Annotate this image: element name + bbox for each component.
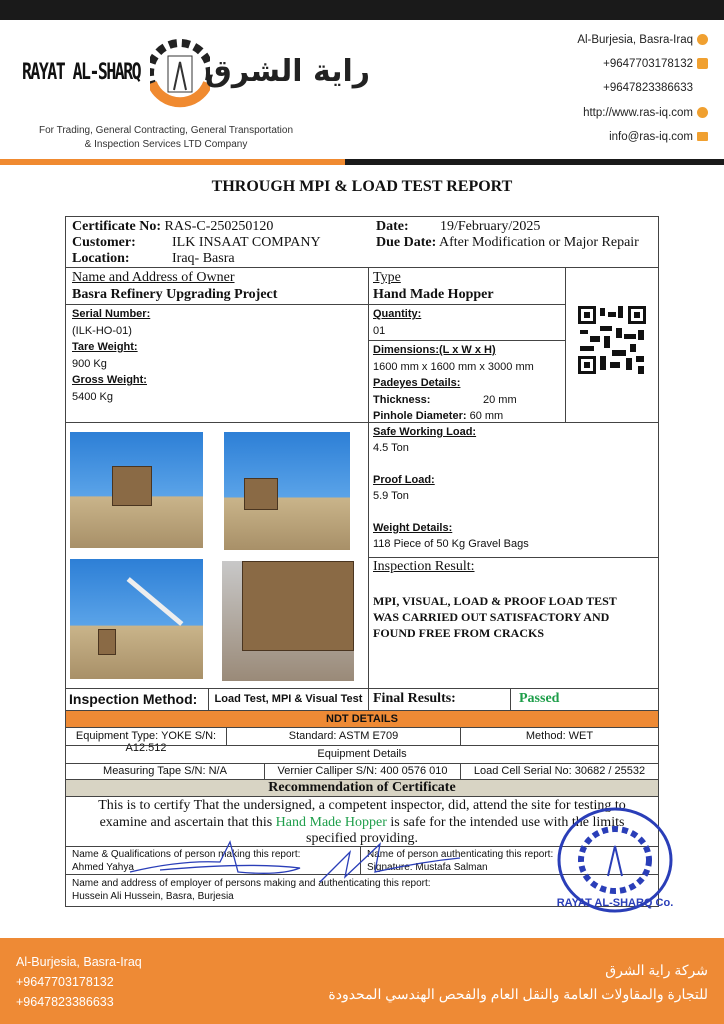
customer-label: Customer: (72, 235, 136, 250)
date-value: 19/February/2025 (440, 219, 541, 234)
method-value: Load Test, MPI & Visual Test (208, 688, 369, 711)
globe-icon (697, 107, 708, 118)
auth-name: Signature: Mustafa Salman (367, 862, 488, 873)
cert-no: RAS-C-250250120 (164, 219, 274, 234)
quantity-value: 01 (373, 324, 386, 337)
due-value: After Modification or Major Repair (439, 235, 639, 250)
load-cell-serial: Load Cell Serial No: 30682 / 25532 (460, 763, 659, 780)
final-label: Final Results: (368, 688, 511, 711)
footer-contacts (16, 952, 142, 1012)
employer-label: Name and address of employer of persons making and authenticating this report: (72, 878, 431, 889)
padeyes-label: Padeyes Details: (373, 377, 461, 389)
type-label: Type (373, 270, 401, 285)
location-pin-icon (697, 34, 708, 45)
equipment-details-title: Equipment Details (65, 745, 659, 764)
contact-text[interactable]: http://www.ras-iq.com (583, 107, 693, 119)
certify-text-end: is safe for the intended use with the limits specified providing. (306, 814, 625, 846)
serial-label: Serial Number: (72, 308, 151, 320)
ndt-title: NDT DETAILS (65, 710, 659, 728)
contact-text: Al-Burjesia, Basra-Iraq (577, 34, 693, 46)
contact-text: +9647703178132 (603, 58, 693, 70)
final-result-badge: Passed (510, 688, 659, 711)
logo-gear-icon (150, 28, 210, 118)
certify-text: This is to certify That the undersigned, a competent inspector, did, attend the site for testing to examine and ascertain that this (98, 798, 626, 830)
contact-email[interactable] (609, 131, 708, 143)
serial-cell (65, 304, 369, 423)
dimensions-cell (368, 340, 566, 423)
location-label: Location: (72, 251, 130, 266)
qr-code-icon[interactable] (578, 306, 646, 374)
photos-cell (65, 422, 369, 689)
contact-phone-1 (603, 58, 708, 70)
pinhole-value: 60 mm (469, 410, 504, 422)
signature-icon (120, 832, 460, 892)
location-value: Iraq- Basra (172, 251, 235, 266)
mail-icon (697, 132, 708, 141)
contact-address (577, 34, 708, 46)
proof-label: Proof Load: (373, 474, 435, 486)
result-cell (368, 557, 659, 689)
gross-value: 5400 Kg (72, 390, 113, 403)
photo-lifting-2 (224, 432, 350, 550)
tagline (16, 124, 316, 152)
type-value: Hand Made Hopper (373, 287, 494, 302)
owner-cell (65, 267, 369, 305)
footer (0, 938, 724, 1024)
logo-arabic: راية الشرق (205, 54, 371, 89)
footer-phone-2: +9647823386633 (16, 995, 114, 1009)
owner-label: Name and Address of Owner (72, 270, 235, 285)
cert-label: Certificate No: (72, 219, 162, 234)
photo-crane (70, 559, 203, 679)
result-label: Inspection Result: (373, 559, 475, 574)
thickness-label: Thickness: (373, 393, 431, 406)
company-stamp-icon (556, 806, 674, 914)
serial-value: (ILK-HO-01) (72, 324, 132, 337)
method-label: Inspection Method: (65, 688, 209, 711)
employer-value: Hussein Ali Hussein, Basra, Burjesia (72, 891, 234, 902)
tagline-line-2: & Inspection Services LTD Company (84, 139, 248, 150)
report-title: THROUGH MPI & LOAD TEST REPORT (211, 178, 513, 195)
quantity-label: Quantity: (373, 308, 422, 320)
ndt-equipment: Equipment Type: YOKE S/N: A12.512 (65, 727, 227, 746)
contact-phone-2 (603, 82, 693, 94)
measuring-tape: Measuring Tape S/N: N/A (65, 763, 265, 780)
customer-value: ILK INSAAT COMPANY (172, 235, 321, 250)
qr-cell (565, 267, 659, 423)
dimensions-label: Dimensions:(L x W x H) (373, 344, 496, 356)
maker-label: Name & Qualifications of person making this report: (72, 849, 301, 860)
contact-website[interactable] (583, 107, 708, 119)
ndt-standard: Standard: ASTM E709 (226, 727, 461, 746)
top-bar (0, 0, 724, 20)
footer-address: Al-Burjesia, Basra-Iraq (16, 955, 142, 969)
owner-value: Basra Refinery Upgrading Project (72, 287, 278, 302)
tare-label: Tare Weight: (72, 341, 138, 353)
photo-lifting-1 (70, 432, 203, 548)
swl-value: 4.5 Ton (373, 442, 409, 454)
maker-name: Ahmed Yahya (72, 862, 134, 873)
contact-text: +9647823386633 (603, 82, 693, 94)
pinhole-label: Pinhole Diameter: (373, 410, 467, 422)
footer-arabic (328, 958, 708, 1006)
gross-label: Gross Weight: (72, 374, 147, 386)
load-cell (368, 422, 659, 558)
vernier-calliper: Vernier Calliper S/N: 400 0576 010 (264, 763, 461, 780)
dimensions-value: 1600 mm x 1600 mm x 3000 mm (373, 360, 534, 373)
footer-phone-1: +9647703178132 (16, 975, 114, 989)
phone-icon (697, 58, 708, 69)
result-text: MPI, VISUAL, LOAD & PROOF LOAD TEST WAS CARRIED OUT SATISFACTORY AND FOUND FREE FROM CRACKS (373, 594, 617, 640)
type-cell (368, 267, 566, 305)
thickness-value: 20 mm (483, 393, 517, 406)
weight-label: Weight Details: (373, 522, 453, 534)
due-label: Due Date: (376, 235, 437, 250)
recommendation-title: Recommendation of Certificate (65, 779, 659, 797)
footer-arabic-name: شركة راية الشرق (605, 962, 708, 978)
certified-item: Hand Made Hopper (275, 814, 387, 830)
tare-value: 900 Kg (72, 357, 107, 370)
info-section (65, 216, 659, 268)
svg-text:RAYAT AL-SHARQ Co.: RAYAT AL-SHARQ Co. (556, 897, 674, 909)
logo-text: RAYAT AL-SHARQ (22, 60, 141, 85)
orange-stripe (0, 159, 345, 165)
tagline-line-1: For Trading, General Contracting, General Transportation (38, 125, 294, 136)
swl-label: Safe Working Load: (373, 426, 477, 438)
contact-text[interactable]: info@ras-iq.com (609, 131, 693, 143)
quantity-cell (368, 304, 566, 341)
footer-arabic-desc: للتجارة والمقاولات العامة والنقل العام والفحص الهندسي المحدودة (328, 986, 708, 1002)
date-label: Date: (376, 219, 409, 234)
dark-stripe (345, 159, 724, 165)
weight-value: 118 Piece of 50 Kg Gravel Bags (373, 538, 529, 550)
photo-hopper-closeup (222, 561, 354, 681)
auth-label: Name of person authenticating this report: (367, 849, 554, 860)
proof-value: 5.9 Ton (373, 490, 409, 502)
ndt-method: Method: WET (460, 727, 659, 746)
